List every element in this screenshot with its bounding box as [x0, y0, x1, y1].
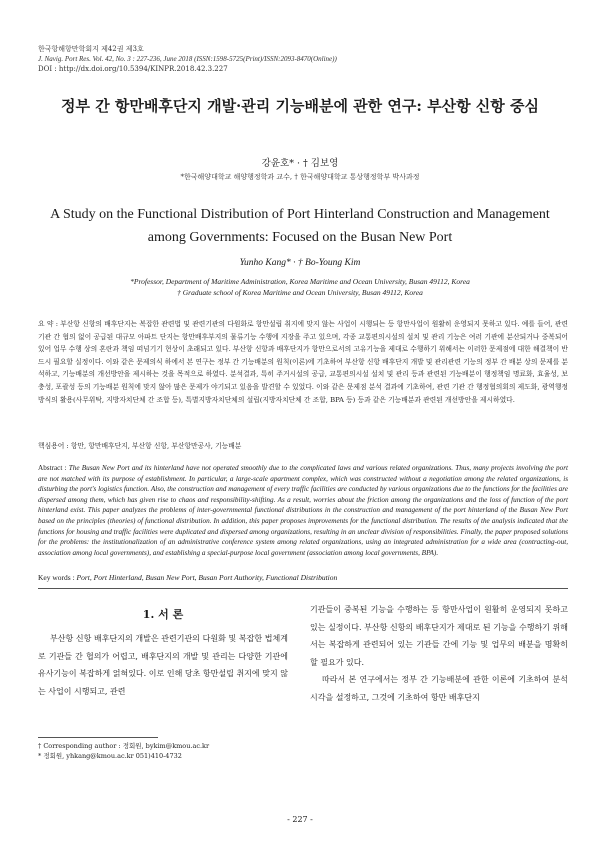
- section-divider: [38, 588, 568, 589]
- body-paragraph: 부산항 신항 배후단지의 개발은 관련기관의 다원화 및 복잡한 법체계로 기관들 간 협의가 어렵고, 배후단지의 개발 및 관리는 다양한 기관에 유사기능이 복잡하게 얽혀있다. 이로 인해 당초 항만설립 취지에 맞지 않는 사업이 시행되고, 관련: [38, 634, 288, 696]
- journal-citation: J. Navig. Port Res. Vol. 42, No. 3 : 227-236, June 2018 (ISSN:1598-5725(Print)/ISSN:2093-8470(Online)): [38, 55, 337, 63]
- footnotes: [38, 741, 298, 761]
- journal-header: [38, 44, 568, 74]
- body-column-right: [310, 601, 568, 707]
- affiliation-en-line1: *Professor, Department of Maritime Administration, Korea Maritime and Ocean University, Busan 49112, Korea: [130, 277, 470, 286]
- section-heading: 1. 서 론: [142, 608, 184, 621]
- footnote-author: * 정회원, yhkang@kmou.ac.kr 051)410-4732: [38, 752, 182, 760]
- affiliation-ko: *한국해양대학교 해양행정학과 교수, † 한국해양대학교 통상행정학부 박사과정: [180, 173, 420, 181]
- doi-link[interactable]: DOI : http://dx.doi.org/10.5394/KINPR.2018.42.3.227: [38, 65, 228, 73]
- authors-ko: 강윤호* · † 김보영: [261, 158, 339, 169]
- affiliation-en-line2: † Graduate school of Korea Maritime and Ocean University, Busan 49112, Korea: [177, 288, 423, 297]
- authors-en: Yunho Kang* · † Bo-Young Kim: [239, 258, 361, 268]
- footnote-corresponding: † Corresponding author : 정회원, bykim@kmou.ac.kr: [38, 742, 210, 750]
- keywords-en-text: Port, Port Hinterland, Busan New Port, Busan Port Authority, Functional Distribution: [76, 573, 338, 582]
- abstract-ko: 요 약 : 부산항 신항의 배후단지는 복잡한 관련법 및 관련기관의 다원화로 항만설립 취지에 맞지 않는 사업이 시행되는 등 항만사업이 원활히 운영되지 못하고 있다. 예를 들어, 관련기관 간 협의 없이 공급된 대규모 아파트 단지는 항만배후부지의 물류기능 수행에 지장을 주고 있으며, 각종 교통편의시설의 설치 및 관리 기능은 여러 기관에 분산되거나 중복되어 있어 업무 수행 상의 혼란과 책임 떠넘기기 현상이 초래되고 있다. 부산항 신항과 배후단지가 항만으로서의 고유기능을 제대로 수행하기 위해서는 이러한 문제점에 대한 해결책이 반드시 필요할 실정이다. 이와 같은 문제의식 하에서 본 연구는 정부 간 기능배분의 원칙(이론)에 기초하여 부산항 신항 배후단지 개발 및 관리관련 기능의 정부 간 배분 상의 문제를 분석하고, 기능배분의 개선방안을 제시하는 것을 목적으로 하였다. 분석결과, 특히 주거시설의 공급, 교통편의시설 설치 및 관리 등과 관련된 기능배분이 행정책임 명료화, 효율성, 보충성, 포괄성 등의 기능배분 원칙에 맞지 않아 많은 문제가 야기되고 있음을 발견할 수 있었다. 이와 같은 문제점 분석 결과에 기초하여, 관련 기관 간 행정협의회의 제도화, 광역행정 방식의 활용(사무위탁, 지방자치단체 간 조합 등), 특별지방자치단체의 설립(지방자치단체 간 조합, BPA 등) 등과 같은 기능배분과 관련된 개선방안을 제시하였다.: [38, 320, 568, 404]
- paper-title-en: A Study on the Functional Distribution of Port Hinterland Construction and Management among Governments: Focused on the Busan New Port: [50, 207, 550, 245]
- affiliation-en: [70, 276, 530, 298]
- body-paragraph: 따라서 본 연구에서는 정부 간 기능배분에 관한 이론에 기초하여 분석시각을 설정하고, 그것에 기초하여 항만 배후단지: [310, 675, 568, 702]
- keywords-ko: 핵심용어 : 항만, 항만배후단지, 부산항 신항, 부산항만공사, 기능배분: [38, 442, 242, 450]
- page-number: - 227 -: [287, 815, 313, 824]
- abstract-en-text: The Busan New Port and its hinterland have not operated smoothly due to the complicated laws and various related organizations. Thus, many projects involving the port are not matched with its purpose of establishment. In particular, a large-scale apartment complex, which was constructed without a negotiation among the related organizations, is disturbing the port's logistics function. Also, the construction and management of every traffic facilities are conducted by various organizations due to the functions for the facilities are dispersed among them, which has given rise to chaos and responsibility-shifting. As a result, worries about the friction among the organizations and the loss of function of the port hinterland exist. This paper analyzes the problems of inter-governmental functional distributions in the construction and management of the port hinterland of the Busan New Port based on the principles (theories) of functional distribution. In addition, this paper proposes improvements for the functional distribution. The results of the analysis indicated that the functions for housing and traffic facilities were duplicated and dispersed among organizations, resulting in an unclear division of responsibilities. Finally, the paper proposed solutions for the problems: the institutionalization of an administrative conference system among related organizations, using an integrated administration for a wide area (contracting-out, association among local governments), and establishing a special-purpose local government (association among local governments, BPA).: [38, 464, 568, 557]
- abstract-en-label: Abstract :: [38, 464, 69, 472]
- journal-name-ko: 한국항해항만학회지 제42권 제3호: [38, 45, 144, 53]
- keywords-en-label: Key words :: [38, 573, 77, 582]
- footnote-divider: [38, 737, 158, 738]
- keywords-en: [38, 573, 568, 582]
- abstract-en: [38, 463, 568, 558]
- paper-title-ko: 정부 간 항만배후단지 개발·관리 기능배분에 관한 연구: 부산항 신항 중심: [61, 97, 539, 115]
- body-column-left: [38, 630, 288, 700]
- body-paragraph: 기관들이 중복된 기능을 수행하는 등 항만사업이 원활히 운영되지 못하고 있는 실정이다. 부산항 신항의 배후단지가 제대로 된 기능을 수행하기 위해서는 복잡하게 관련되어 있는 기관들 간에 기능 및 업무의 배분을 명확히 할 필요가 있다.: [310, 605, 568, 667]
